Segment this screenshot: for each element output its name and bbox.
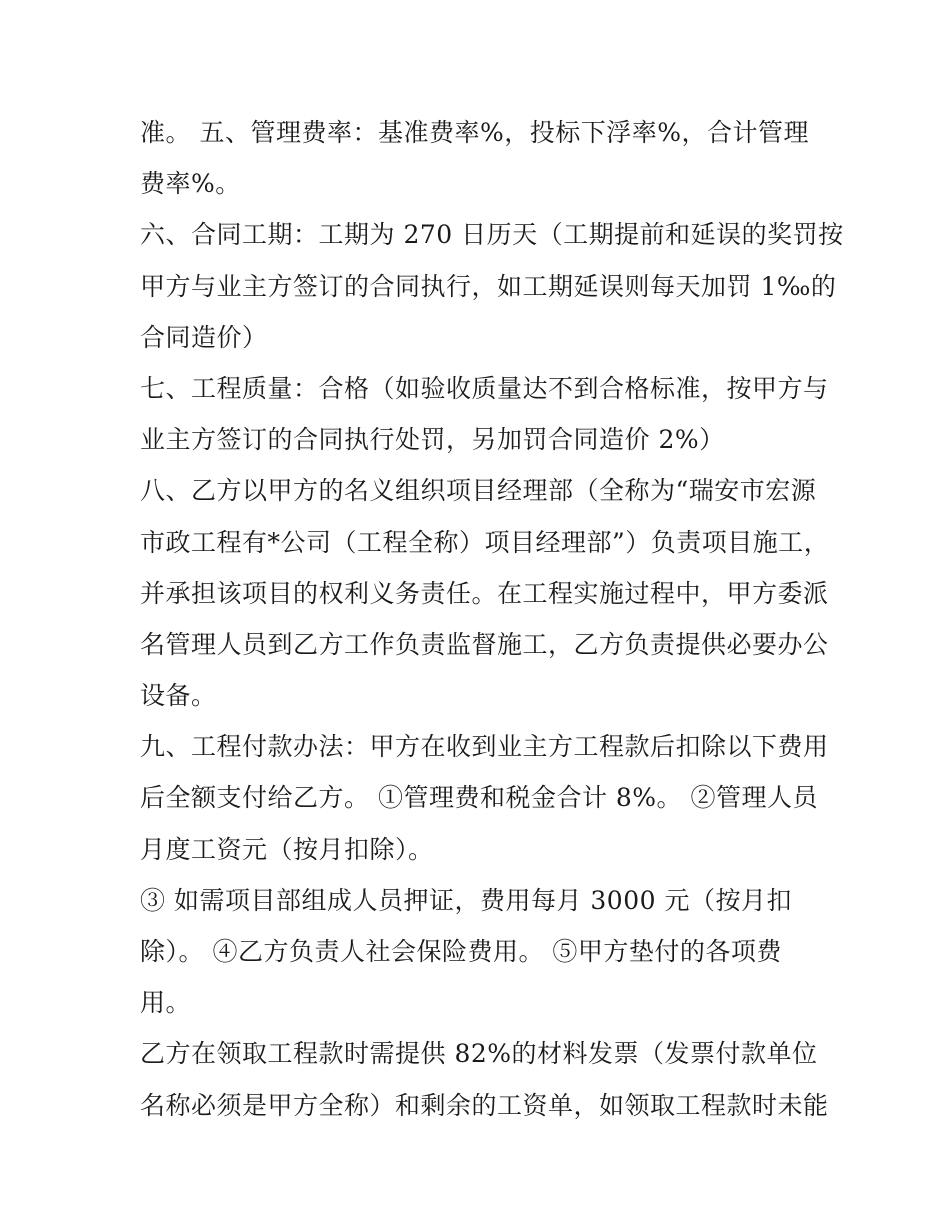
text-line: ③ 如需项目部组成人员押证，费用每月 3000 元（按月扣 xyxy=(140,885,792,915)
text-line: 费率%。 xyxy=(140,169,241,199)
text-line: 后全额支付给乙方。 ①管理费和税金合计 8%。 ②管理人员 xyxy=(140,783,819,813)
text-line: 月度工资元（按月扣除）。 xyxy=(140,834,434,864)
text-line: 乙方在领取工程款时需提供 82%的材料发票（发票付款单位 xyxy=(140,1039,818,1069)
text-line: 名称必须是甲方全称）和剩余的工资单，如领取工程款时未能 xyxy=(140,1090,829,1120)
text-line: 甲方与业主方签订的合同执行，如工期延误则每天加罚 1‰的 xyxy=(140,271,837,301)
text-line: 除）。 ④乙方负责人社会保险费用。 ⑤甲方垫付的各项费 xyxy=(140,937,782,966)
text-line: 市政工程有*公司（工程全称）项目经理部”）负责项目施工， xyxy=(140,527,830,557)
document-body xyxy=(140,107,844,1131)
text-line: 业主方签订的合同执行处罚，另加罚合同造价 2%） xyxy=(140,425,725,455)
text-line: 设备。 xyxy=(140,681,217,711)
text-line: 合同造价） xyxy=(140,322,268,352)
text-line: 八、乙方以甲方的名义组织项目经理部（全称为“瑞安市宏源 xyxy=(140,476,817,506)
text-line: 用。 xyxy=(140,988,192,1018)
text-line: 六、合同工期：工期为 270 日历天（工期提前和延误的奖罚按 xyxy=(140,220,844,250)
text-line: 九、工程付款办法：甲方在收到业主方工程款后扣除以下费用 xyxy=(140,732,829,762)
text-line: 准。 五、管理费率：基准费率%，投标下浮率%，合计管理 xyxy=(140,118,809,147)
text-line: 七、工程质量：合格（如验收质量达不到合格标准，按甲方与 xyxy=(140,373,829,403)
text-line: 并承担该项目的权利义务责任。在工程实施过程中，甲方委派 xyxy=(140,578,829,608)
text-line: 名管理人员到乙方工作负责监督施工，乙方负责提供必要办公 xyxy=(140,629,829,659)
